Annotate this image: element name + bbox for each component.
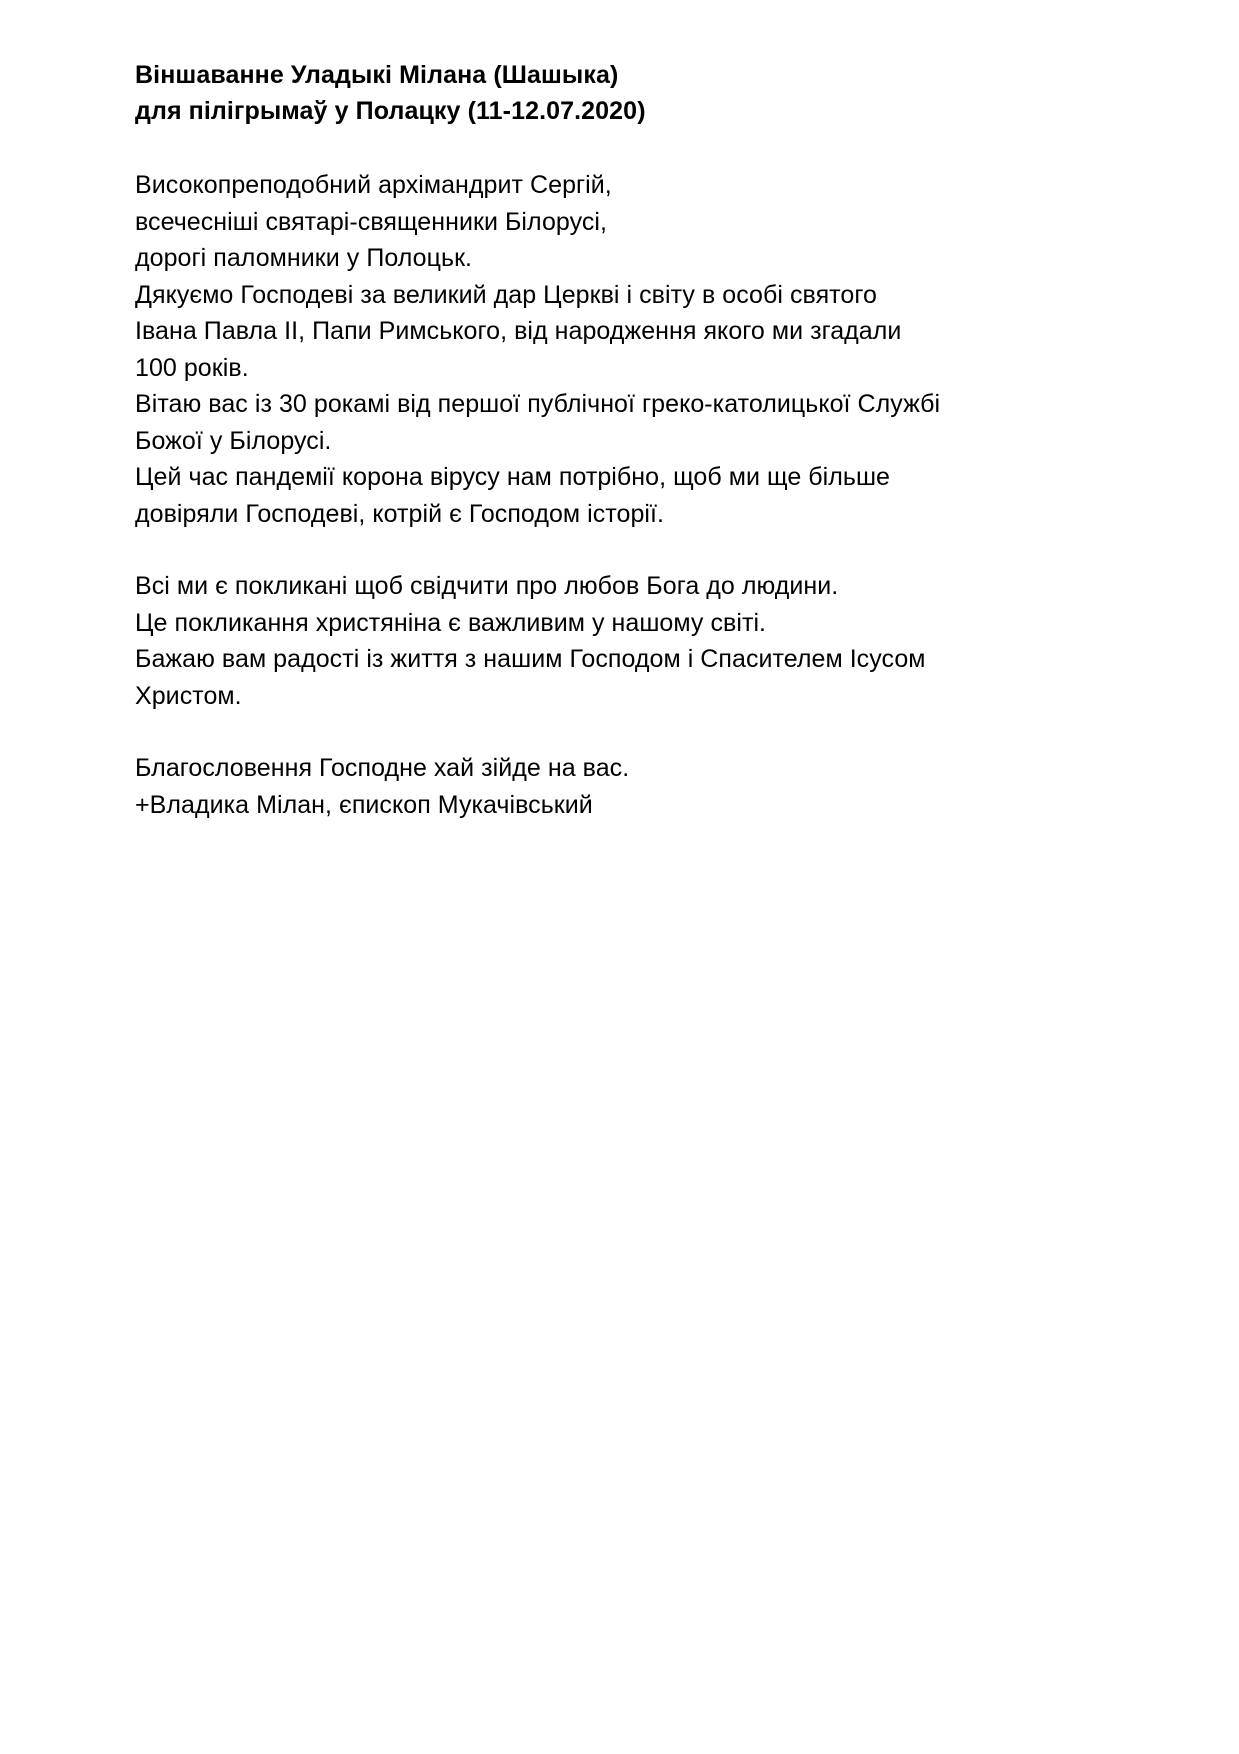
paragraph-calling [135,568,1095,714]
page-title [135,58,1095,129]
paragraph-greeting [135,167,1095,532]
paragraph-line: Високопреподобний архімандрит Сергій, [135,171,612,199]
paragraph-gap-2 [135,714,1095,750]
title-gap [135,129,1095,167]
paragraph-line: Вітаю вас із 30 рокамі від першої публічної греко-католицької Службі [135,390,941,418]
document-body [135,58,1095,823]
signature-line: +Владика Мілан, єпископ Мукачівський [135,790,593,819]
paragraph-line: Всі ми є покликані щоб свідчити про любов Бога до людини. [135,572,839,600]
paragraph-line: Дякуємо Господеві за великий дар Церкві і світу в особі святого [135,280,877,309]
paragraph-line: довіряли Господеві, котрій є Господом історії. [135,499,665,528]
paragraph-gap-1 [135,532,1095,568]
page-title-line-2: для пілігрымаў у Полацку (11-12.07.2020) [135,96,646,125]
paragraph-line: Христом. [135,681,242,710]
paragraph-line: дорогі паломники у Полоцьк. [135,244,473,272]
paragraph-line: Цей час пандемії корона вірусу нам потрібно, щоб ми ще більше [135,463,891,491]
paragraph-line: Бажаю вам радості із життя з нашим Господом і Спасителем Ісусом [135,645,926,673]
paragraph-line: всечесніші святарі-священники Білорусі, [135,207,607,236]
page-title-line-1: Віншаванне Уладыкі Мілана (Шашыка) [135,61,619,89]
paragraph-blessing [135,750,1095,823]
paragraph-line: Благословення Господне хай зійде на вас. [135,754,630,782]
paragraph-line: Це покликання христяніна є важливим у нашому світі. [135,608,767,637]
paragraph-line: 100 років. [135,353,249,382]
paragraph-line: Божої у Білорусі. [135,426,332,455]
paragraph-line: Івана Павла II, Папи Римського, від народження якого ми згадали [135,317,902,345]
